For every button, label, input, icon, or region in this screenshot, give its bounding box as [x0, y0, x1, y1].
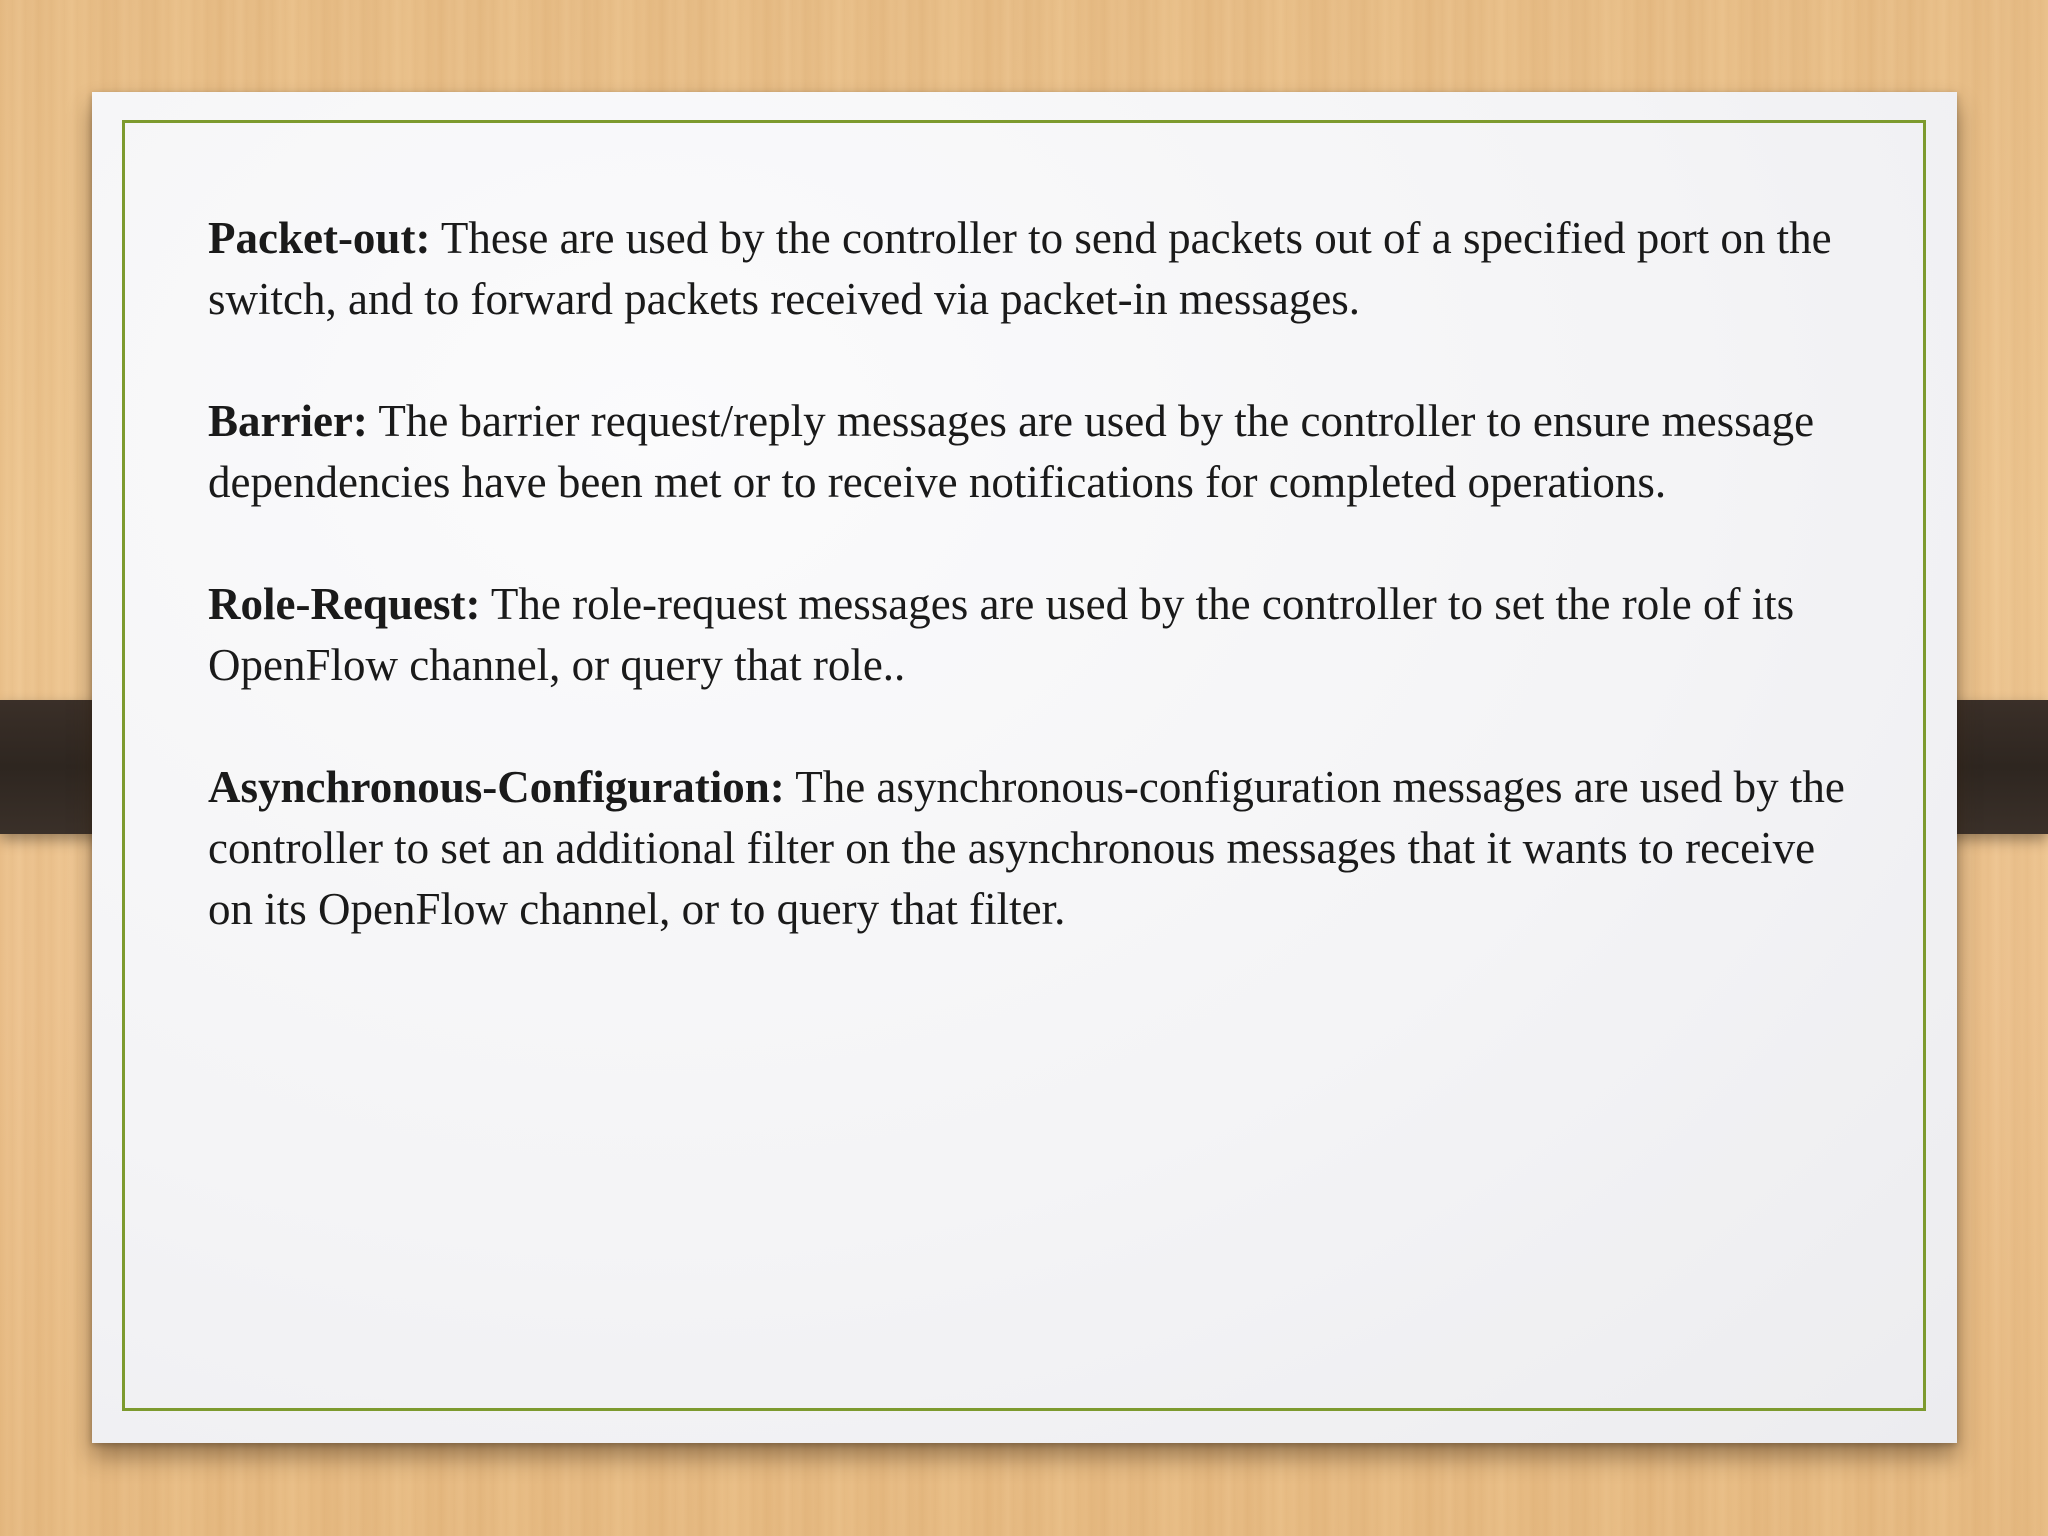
definition-barrier: The barrier request/reply messages are used by the controller to ensure message dependencies have been met or to receive notifications for completed operations.: [208, 396, 1815, 507]
definition-async-config: The asynchronous-configuration messages are used by the controller to set an additional filter on the asynchronous messages that it wants to receive on its OpenFlow channel, or to query that filter.: [208, 762, 1845, 934]
term-async-config: Asynchronous-Configuration:: [208, 762, 785, 812]
term-role-request: Role-Request:: [208, 579, 481, 629]
slide-content: [208, 208, 1848, 1001]
paragraph-packet-out: [208, 208, 1848, 330]
definition-packet-out: These are used by the controller to send packets out of a specified port on the switch, and to forward packets received via packet-in messages.: [208, 213, 1832, 324]
definition-role-request: The role-request messages are used by the controller to set the role of its OpenFlow channel, or query that role..: [208, 579, 1795, 690]
term-packet-out: Packet-out:: [208, 213, 431, 263]
term-barrier: Barrier:: [208, 396, 368, 446]
paragraph-async-config: [208, 757, 1848, 940]
paragraph-role-request: [208, 574, 1848, 696]
paragraph-barrier: [208, 391, 1848, 513]
